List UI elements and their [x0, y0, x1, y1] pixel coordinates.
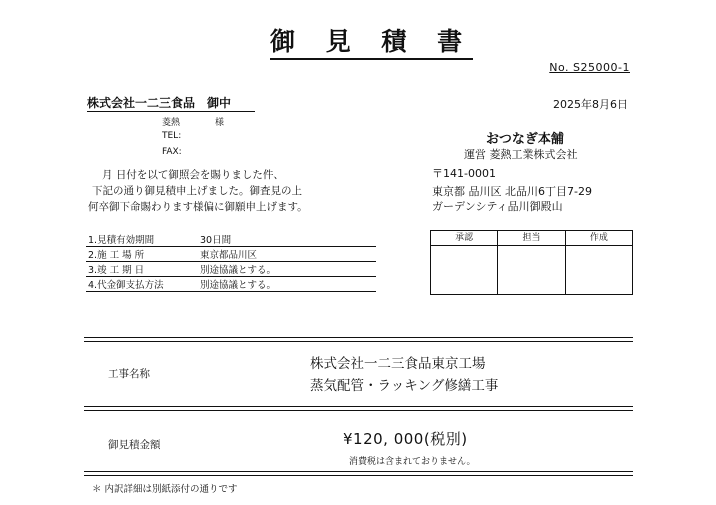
terms-label: 4.代金御支払方法: [86, 277, 198, 292]
estimate-label: 御見積金額: [108, 439, 161, 451]
customer-tel-label: TEL:: [162, 131, 182, 141]
terms-value: 30日間: [198, 232, 376, 247]
issue-date: 2025年8月6日: [553, 98, 628, 111]
double-rule-bottom: [84, 471, 633, 476]
terms-label: 2.施 工 場 所: [86, 247, 198, 262]
intro-line-2: 下記の通り御見積申上げました。御査見の上: [92, 185, 302, 197]
terms-row: [86, 262, 376, 277]
stamp-cell-approve: [431, 246, 498, 295]
terms-value: 別途協議とする。: [198, 262, 376, 277]
terms-label: 3.竣 工 期 日: [86, 262, 198, 277]
terms-label: 1.見積有効期間: [86, 232, 198, 247]
customer-fax-label: FAX:: [162, 147, 182, 157]
stamp-header-charge: 担当: [498, 231, 565, 245]
company-operator: 運営 菱熱工業株式会社: [464, 148, 578, 161]
double-rule-middle: [84, 406, 633, 411]
company-address-2: ガーデンシティ品川御殿山: [432, 200, 563, 213]
customer-person: 菱熱: [162, 118, 181, 128]
estimate-amount: ¥120, 000(税別): [343, 430, 468, 448]
document-title: 御 見 積 書: [270, 27, 473, 60]
document-number: No. S25000-1: [549, 61, 630, 74]
stamp-header-approve: 承認: [431, 231, 498, 245]
customer-name: 株式会社一二三食品 御中: [87, 96, 255, 112]
company-postal: 〒141-0001: [432, 167, 496, 180]
stamp-cell-charge: [498, 246, 565, 295]
work-name-label: 工事名称: [108, 368, 150, 380]
customer-honorific: 様: [215, 118, 225, 128]
footnote: ＊ 内訳詳細は別紙添付の通りです: [92, 484, 238, 495]
terms-row: [86, 247, 376, 262]
tax-note: 消費税は含まれておりません。: [349, 457, 476, 467]
terms-value: 別途協議とする。: [198, 277, 376, 292]
terms-value: 東京都品川区: [198, 247, 376, 262]
approval-stamp-box: [430, 230, 633, 295]
work-name-line-1: 株式会社一二三食品東京工場: [310, 356, 486, 372]
intro-line-3: 何卒御下命賜わります様偏に御願申上げます。: [88, 201, 308, 213]
work-name-line-2: 蒸気配管・ラッキング修繕工事: [310, 378, 499, 394]
terms-row: [86, 277, 376, 292]
terms-row: [86, 232, 376, 247]
intro-line-1: 月 日付を以て御照会を賜りました件、: [102, 169, 284, 181]
terms-table: [86, 232, 376, 292]
company-name: おつなぎ本舗: [486, 132, 564, 147]
stamp-cell-prepared: [566, 246, 632, 295]
stamp-header-prepared: 作成: [589, 233, 608, 243]
double-rule-top: [84, 337, 633, 342]
company-address-1: 東京都 品川区 北品川6丁目7-29: [432, 185, 592, 198]
